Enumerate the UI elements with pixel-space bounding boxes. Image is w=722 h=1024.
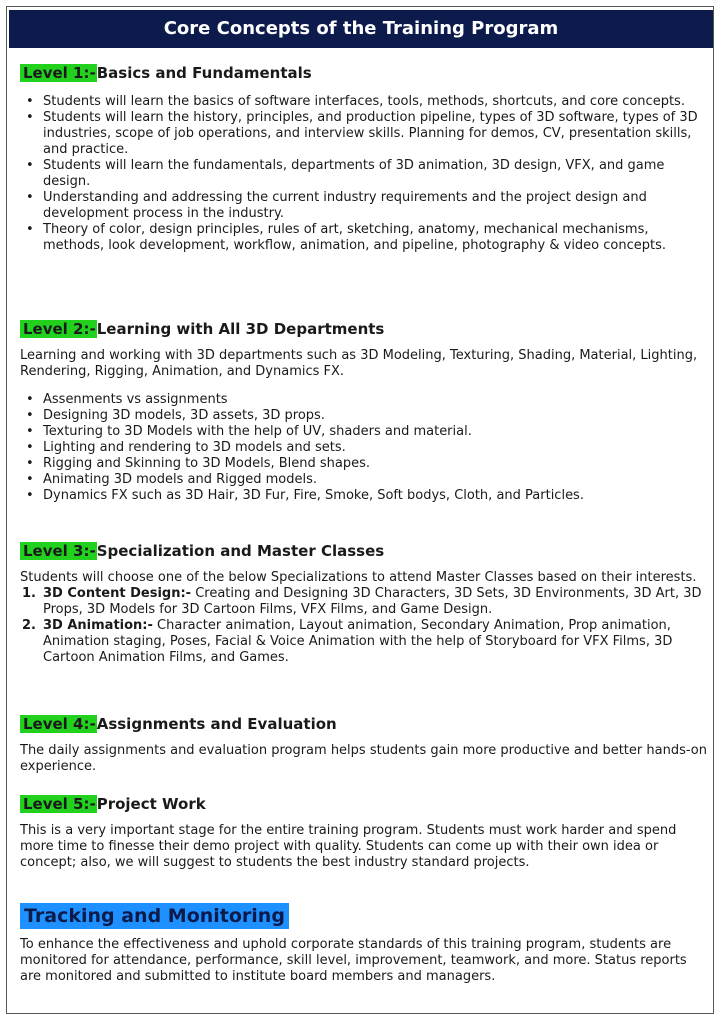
level-4-heading (20, 714, 710, 734)
level-1-bullet-list (20, 94, 710, 254)
level-1-heading (20, 63, 710, 83)
document-title: Core Concepts of the Training Program (9, 10, 713, 48)
list-item: • Rigging and Skinning to 3D Models, Blend shapes. (26, 456, 371, 471)
list-item: • Understanding and addressing the current industry requirements and the project design and development process in the industry. (26, 190, 647, 221)
level-5-section (20, 794, 710, 871)
list-item: • Animating 3D models and Rigged models. (26, 472, 318, 487)
list-item: 2. 3D Animation:- Character animation, Layout animation, Secondary Animation, Prop animation, Animation staging, Poses, Facial & Voice Animation with the help of Storyboard for VFX Films, 3D Cartoon Animation Films, and Games. (22, 618, 673, 665)
level-3-heading (20, 541, 710, 561)
level-4-section (20, 714, 710, 775)
list-item: 1. 3D Content Design:- Creating and Designing 3D Characters, 3D Sets, 3D Environments, 3D Art, 3D Props, 3D Models for 3D Cartoon Films, VFX Films, and Game Design. (22, 586, 702, 617)
level-3-intro: Students will choose one of the below Specializations to attend Master Classes based on their interests. (20, 570, 697, 585)
level-1-section (20, 63, 710, 254)
level-3-title: Specialization and Master Classes (96, 542, 385, 560)
level-1-title: Basics and Fundamentals (96, 64, 312, 82)
level-4-text: The daily assignments and evaluation program helps students gain more productive and better hands-on experience. (20, 743, 707, 774)
level-2-bullet-list (20, 392, 710, 504)
level-3-section (20, 541, 710, 666)
level-2-tag: Level 2:- (20, 320, 97, 338)
level-3-tag: Level 3:- (20, 542, 97, 560)
level-1-tag: Level 1:- (20, 64, 97, 82)
level-3-numbered-list (20, 586, 710, 666)
level-5-tag: Level 5:- (20, 795, 97, 813)
level-4-tag: Level 4:- (20, 715, 97, 733)
list-item: • Students will learn the fundamentals, departments of 3D animation, 3D design, VFX, and game design. (26, 158, 665, 189)
level-5-text: This is a very important stage for the entire training program. Students must work harder and spend more time to finesse their demo project with quality. Students can come up with their own idea or concept; also, we will suggest to students the best industry standard projects. (20, 823, 677, 870)
list-item: • Designing 3D models, 3D assets, 3D props. (26, 408, 325, 423)
tracking-text: To enhance the effectiveness and uphold corporate standards of this training program, students are monitored for attendance, performance, skill level, improvement, teamwork, and more. Status reports are monitored and submitted to institute board members and managers. (20, 937, 687, 984)
level-5-title: Project Work (96, 795, 206, 813)
list-item: • Students will learn the history, principles, and production pipeline, types of 3D software, types of 3D industries, scope of job operations, and interview skills. Planning for demos, CV, presentation skills, and practice. (26, 110, 698, 157)
level-2-heading (20, 319, 710, 339)
list-item: • Lighting and rendering to 3D models and sets. (26, 440, 346, 455)
tracking-heading: Tracking and Monitoring (20, 903, 289, 929)
list-item: • Students will learn the basics of software interfaces, tools, methods, shortcuts, and core concepts. (26, 94, 685, 109)
list-item: • Dynamics FX such as 3D Hair, 3D Fur, Fire, Smoke, Soft bodys, Cloth, and Particles. (26, 488, 584, 503)
list-item: • Texturing to 3D Models with the help of UV, shaders and material. (26, 424, 472, 439)
list-item: • Assenments vs assignments (26, 392, 228, 407)
document-page (6, 6, 714, 1014)
level-2-title: Learning with All 3D Departments (96, 320, 385, 338)
level-2-section (20, 319, 710, 504)
tracking-section (20, 903, 710, 985)
list-item: • Theory of color, design principles, rules of art, sketching, anatomy, mechanical mechanisms, methods, look development, workflow, animation, and pipeline, photography & video concepts. (26, 222, 667, 253)
level-5-heading (20, 794, 710, 814)
level-4-title: Assignments and Evaluation (96, 715, 337, 733)
level-2-intro: Learning and working with 3D departments such as 3D Modeling, Texturing, Shading, Material, Lighting, Rendering, Rigging, Animation, and Dynamics FX. (20, 348, 698, 379)
